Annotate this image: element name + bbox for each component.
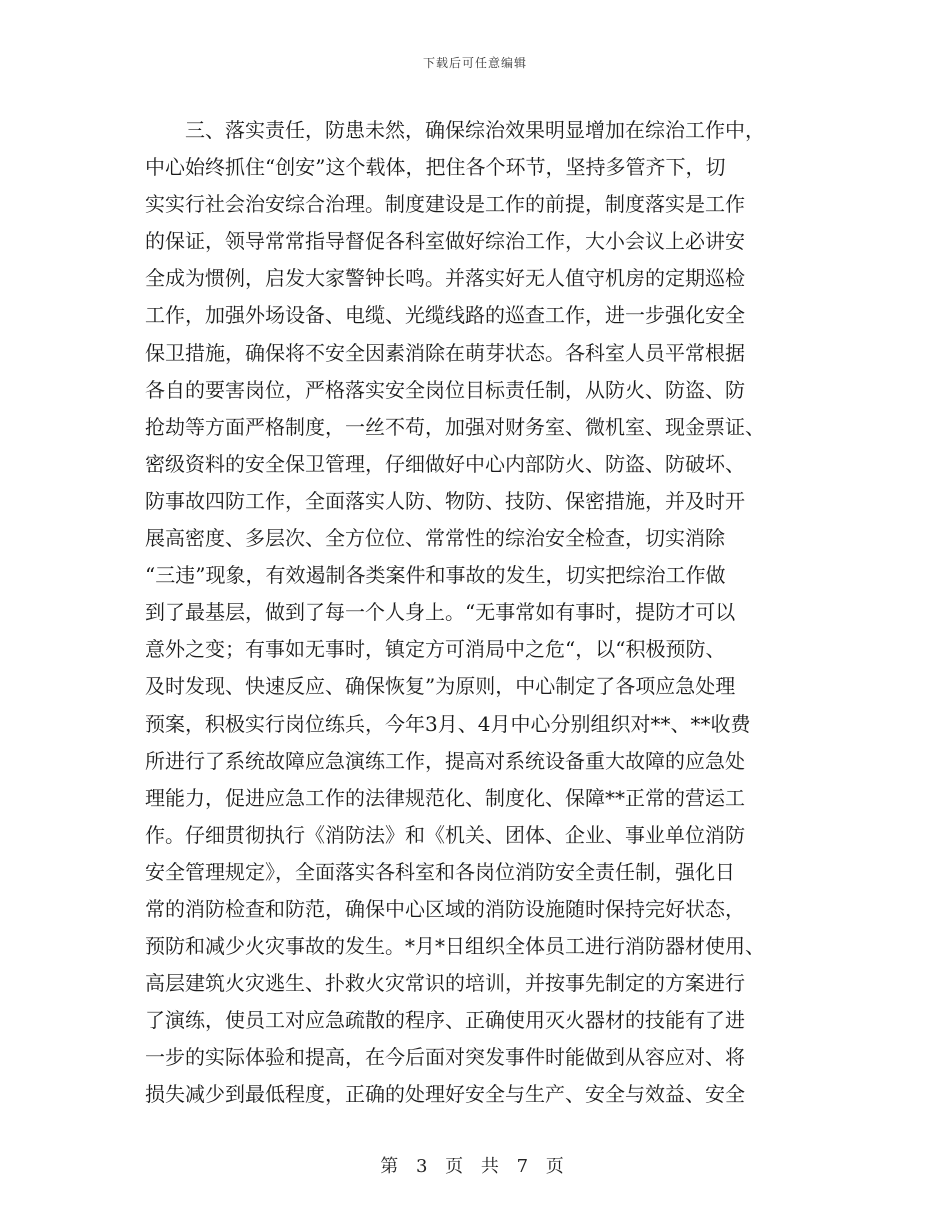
paragraph-line: 常的消防检查和防范，确保中心区域的消防设施随时保持完好状态，: [145, 896, 745, 921]
paragraph-line: 预案，积极实行岗位练兵，今年3月、4月中心分别组织对**、**收费: [145, 711, 751, 736]
paragraph-line: 到了最基层，做到了每一个人身上。“无事常如有事时，提防才可以: [145, 600, 736, 625]
paragraph-line: 作。仔细贯彻执行《消防法》和《机关、团体、企业、事业单位消防: [145, 822, 745, 847]
document-body: [145, 112, 805, 1114]
paragraph-line: 意外之变；有事如无事时，镇定方可消局中之危“，以“积极预防、: [145, 637, 726, 662]
paragraph-line: 理能力，促进应急工作的法律规范化、制度化、保障**正常的营运工: [145, 785, 745, 810]
paragraph-line: 损失减少到最低程度，正确的处理好安全与生产、安全与效益、安全: [145, 1082, 745, 1107]
paragraph-line: 了演练，使员工对应急疏散的程序、正确使用灭火器材的技能有了进: [145, 1008, 745, 1033]
paragraph-line: 一步的实际体验和提高，在今后面对突发事件时能做到从容应对、将: [145, 1045, 745, 1070]
paragraph-line: 及时发现、快速反应、确保恢复”为原则，中心制定了各项应急处理: [145, 674, 736, 699]
paragraph-line: 全成为惯例，启发大家警钟长鸣。并落实好无人值守机房的定期巡检: [145, 266, 745, 291]
paragraph-line: 所进行了系统故障应急演练工作，提高对系统设备重大故障的应急处: [145, 748, 745, 773]
paragraph-line: 保卫措施，确保将不安全因素消除在萌芽状态。各科室人员平常根据: [145, 340, 745, 365]
page-header: 下载后可任意编辑: [422, 56, 527, 70]
paragraph-line: 预防和减少火灾事故的发生。*月*日组织全体员工进行消防器材使用、: [145, 934, 765, 959]
paragraph-line: 中心始终抓住“创安”这个载体，把住各个环节，坚持多管齐下，切: [145, 155, 726, 180]
paragraph-line: 实实行社会治安综合治理。制度建设是工作的前提，制度落实是工作: [145, 192, 745, 217]
page-number-footer: 第 3 页 共 7 页: [380, 1156, 570, 1177]
paragraph-line: 展高密度、多层次、全方位位、常常性的综治安全检查，切实消除: [145, 526, 725, 551]
paragraph-line: 抢劫等方面严格制度，一丝不苟，加强对财务室、微机室、现金票证、: [145, 414, 765, 439]
paragraph-line: 密级资料的安全保卫管理，仔细做好中心内部防火、防盗、防破坏、: [145, 451, 745, 476]
paragraph-line: 三、落实责任，防患未然，确保综治效果明显增加在综治工作中，: [185, 118, 765, 142]
paragraph-line: 各自的要害岗位，严格落实安全岗位目标责任制，从防火、防盗、防: [145, 377, 745, 402]
paragraph-line: 的保证，领导常常指导督促各科室做好综治工作，大小会议上必讲安: [145, 229, 745, 254]
paragraph-line: 工作，加强外场设备、电缆、光缆线路的巡查工作，进一步强化安全: [145, 303, 745, 328]
paragraph-line: 高层建筑火灾逃生、扑救火灾常识的培训，并按事先制定的方案进行: [145, 971, 745, 996]
paragraph-line: 安全管理规定》，全面落实各科室和各岗位消防安全责任制，强化日: [145, 859, 735, 884]
paragraph-line: 防事故四防工作，全面落实人防、物防、技防、保密措施，并及时开: [145, 488, 745, 513]
paragraph-line: “三违”现象，有效遏制各类案件和事故的发生，切实把综治工作做: [145, 563, 726, 588]
